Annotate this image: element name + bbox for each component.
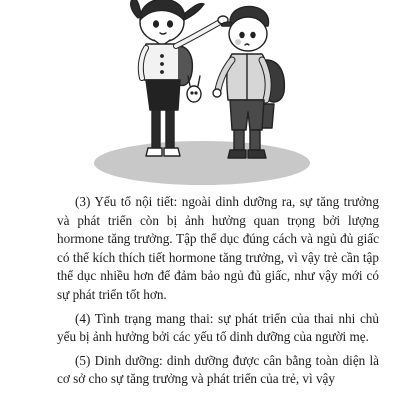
body-text <box>57 193 379 394</box>
children-illustration <box>80 0 330 190</box>
ground-shadow <box>94 141 310 185</box>
paragraph-nutrition: (5) Dinh dưỡng: dinh dưỡng được cân bằng toàn diện là cơ sở cho sự tăng trưởng và phát triển của trẻ, vì vậy <box>57 352 379 387</box>
girl-figure <box>131 0 228 156</box>
paragraph-endocrine: (3) Yếu tố nội tiết: ngoài dinh dưỡng ra, sự tăng trưởng và phát triển còn bị ảnh hưởng quan trọng bởi lượng hormone tăng trưởng. Tập thể dục đúng cách và ngủ đủ giấc có thể kích thích tiết hormone tăng trưởng, vì vậy trẻ cần tập thể dục nhiều hơn để đảm bảo ngủ đủ giấc, như vậy mới có sự phát triển tốt hơn. <box>57 194 379 302</box>
boy-figure <box>213 7 284 159</box>
paragraph-pregnancy: (4) Tình trạng mang thai: sự phát triển của thai nhi chủ yếu bị ảnh hưởng bởi các yếu tố dinh dưỡng của người mẹ. <box>57 310 379 345</box>
